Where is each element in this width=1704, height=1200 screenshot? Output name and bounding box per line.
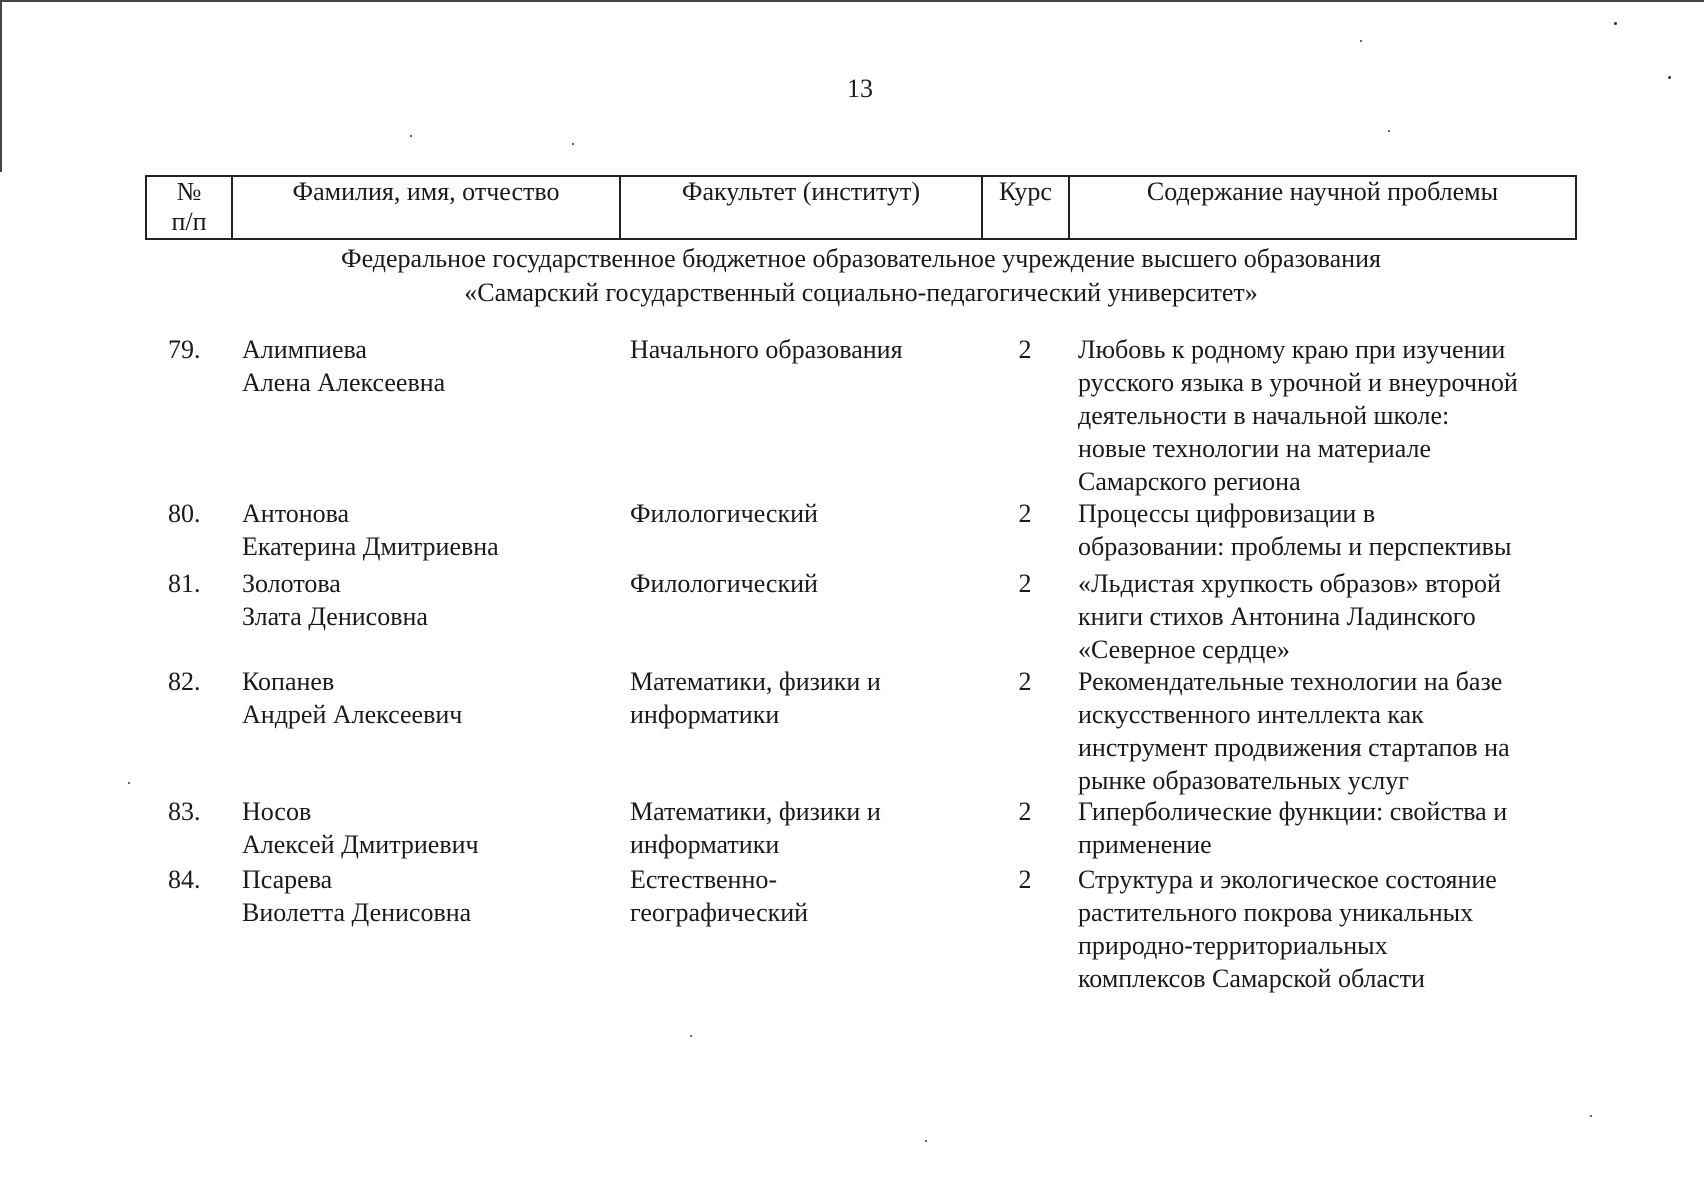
header-cell-name: Фамилия, имя, отчество (233, 177, 621, 238)
topic-line: деятельности в начальной школе: (1078, 401, 1450, 430)
participant-name (242, 497, 612, 563)
topic-line: Структура и экологическое состояние (1078, 865, 1497, 894)
row-number: 82. (168, 667, 201, 696)
header-cell-faculty: Факультет (институт) (621, 177, 983, 238)
topic-line: новые технологии на материале (1078, 434, 1431, 463)
row-number: 80. (168, 499, 201, 528)
participant-given-names: Алена Алексеевна (242, 368, 446, 397)
participant-faculty (630, 497, 960, 530)
research-topic (1078, 863, 1578, 995)
topic-line: Гиперболические функции: свойства и (1078, 797, 1508, 826)
participant-name (242, 333, 612, 399)
research-topic (1078, 795, 1578, 861)
participant-surname: Антонова (242, 499, 350, 528)
row-number: 81. (168, 569, 201, 598)
topic-line: растительного покрова уникальных (1078, 898, 1474, 927)
topic-line: образовании: проблемы и перспективы (1078, 532, 1512, 561)
faculty-line: Филологический (630, 569, 818, 598)
topic-line: применение (1078, 830, 1212, 859)
participant-given-names: Злата Денисовна (242, 602, 428, 631)
participant-course: 2 (1018, 499, 1032, 528)
research-topic (1078, 333, 1578, 498)
participant-faculty (630, 567, 960, 600)
header-number-abbr: п/п (171, 207, 207, 236)
participant-course: 2 (1018, 335, 1032, 364)
header-cell-course: Курс (983, 177, 1070, 238)
participant-surname: Золотова (242, 569, 341, 598)
topic-line: Любовь к родному краю при изучении (1078, 335, 1506, 364)
participant-name (242, 863, 612, 929)
faculty-line: Математики, физики и (630, 667, 881, 696)
topic-line: «Северное сердце» (1078, 635, 1290, 664)
topic-line: Самарского региона (1078, 467, 1301, 496)
participant-faculty (630, 333, 960, 366)
participant-faculty (630, 665, 960, 731)
participant-course: 2 (1018, 667, 1032, 696)
research-topic (1078, 497, 1578, 563)
faculty-line: информатики (630, 700, 780, 729)
topic-line: искусственного интеллекта как (1078, 700, 1424, 729)
faculty-line: Филологический (630, 499, 818, 528)
faculty-line: Математики, физики и (630, 797, 881, 826)
header-number-symbol: № (176, 177, 202, 206)
participant-given-names: Екатерина Дмитриевна (242, 532, 499, 561)
participant-faculty (630, 795, 960, 861)
topic-line: «Льдистая хрупкость образов» второй (1078, 569, 1501, 598)
faculty-line: Естественно- (630, 865, 778, 894)
participant-course: 2 (1018, 797, 1032, 826)
faculty-line: информатики (630, 830, 780, 859)
participant-surname: Копанев (242, 667, 335, 696)
row-number: 84. (168, 865, 201, 894)
organization-line: «Самарский государственный социально-педагогический университет» (464, 278, 1258, 307)
header-cell-topic: Содержание научной проблемы (1146, 177, 1499, 206)
faculty-line: географический (630, 898, 809, 927)
participant-name (242, 567, 612, 633)
participant-course: 2 (1018, 569, 1032, 598)
faculty-line: Начального образования (630, 335, 903, 364)
participant-given-names: Андрей Алексеевич (242, 700, 463, 729)
topic-line: инструмент продвижения стартапов на (1078, 733, 1510, 762)
research-topic (1078, 567, 1578, 666)
participant-given-names: Виолетта Денисовна (242, 898, 472, 927)
participant-name (242, 665, 612, 731)
topic-line: Рекомендательные технологии на базе (1078, 667, 1503, 696)
topic-line: природно-территориальных (1078, 931, 1388, 960)
topic-line: Процессы цифровизации в (1078, 499, 1376, 528)
topic-line: рынке образовательных услуг (1078, 766, 1409, 795)
participant-given-names: Алексей Дмитриевич (242, 830, 479, 859)
row-number: 79. (168, 335, 201, 364)
topic-line: комплексов Самарской области (1078, 964, 1425, 993)
participant-faculty (630, 863, 960, 929)
participant-name (242, 795, 612, 861)
participant-surname: Алимпиева (242, 335, 367, 364)
page-number: 13 (847, 74, 873, 103)
organization-line: Федеральное государственное бюджетное образовательное учреждение высшего образования (341, 244, 1381, 273)
participant-surname: Носов (242, 797, 312, 826)
row-number: 83. (168, 797, 201, 826)
topic-line: книги стихов Антонина Ладинского (1078, 602, 1476, 631)
research-topic (1078, 665, 1578, 797)
participant-surname: Псарева (242, 865, 333, 894)
participant-course: 2 (1018, 865, 1032, 894)
topic-line: русского языка в урочной и внеурочной (1078, 368, 1518, 397)
